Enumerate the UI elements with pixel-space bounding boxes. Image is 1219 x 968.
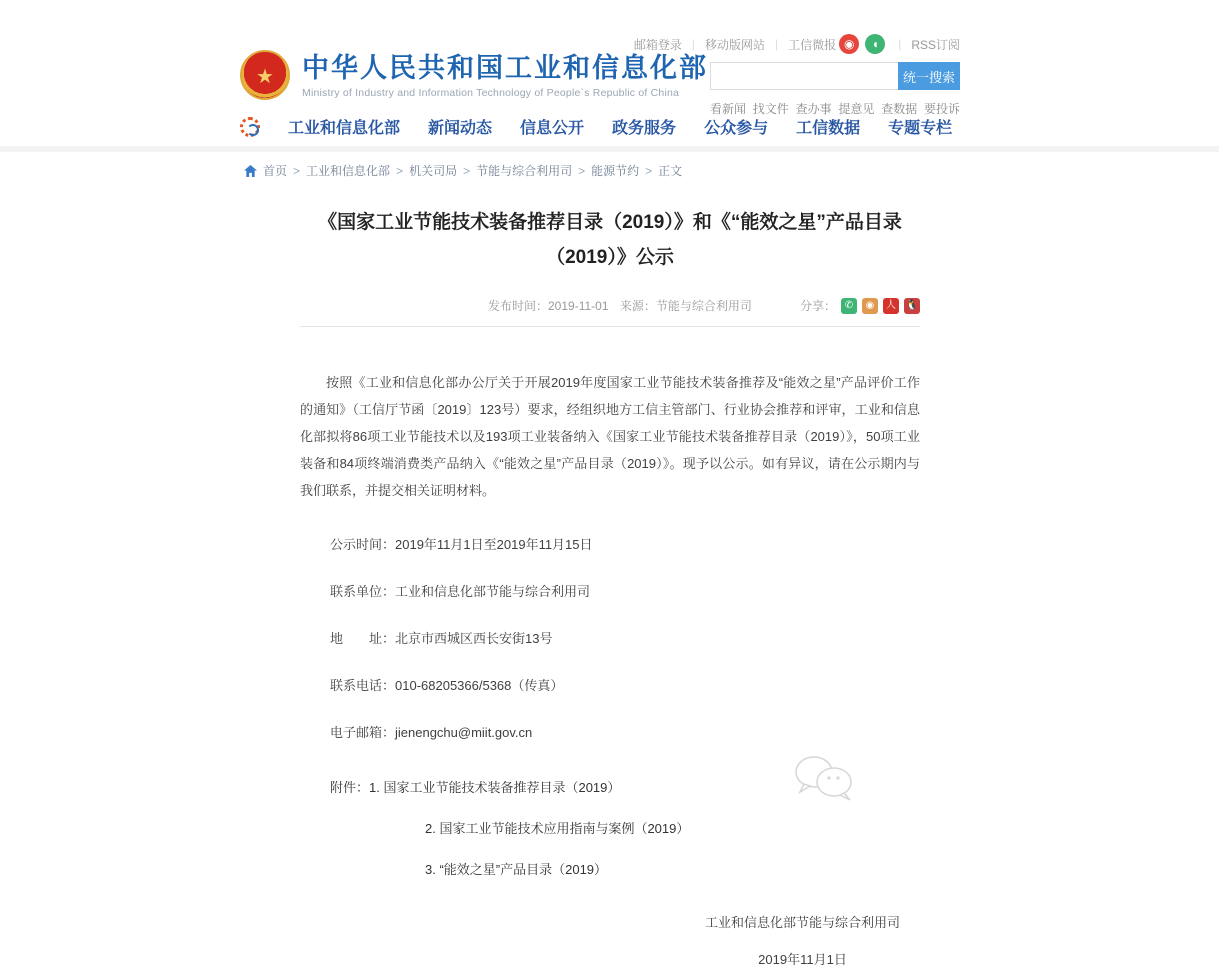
share-box xyxy=(800,297,920,314)
search-input[interactable] xyxy=(710,62,898,90)
divider: | xyxy=(691,37,696,51)
attachment-3[interactable]: 3. “能效之星”产品目录（2019） xyxy=(425,862,608,878)
attachments-label: 附件： xyxy=(330,780,370,796)
article-paragraph: 按照《工业和信息化部办公厅关于开展2019年度国家工业节能技术装备推荐及“能效之星”产品评价工作的通知》（工信厅节函〔2019〕123号）要求，经组织地方工信主管部门、行业协会推荐和评审，工业和信息化部拟将86项工业节能技术以及193项工业装备纳入《国家工业节能技术装备推荐目录（2019）》，50项工业装备和84项终端消费类产品纳入《“能效之星”产品目录（2019）》。现予以公示。如有异议，请在公示期内与我们联系，并提交相关证明材料。 xyxy=(300,375,920,499)
article xyxy=(300,205,920,968)
breadcrumb-miit[interactable]: 工业和信息化部 xyxy=(306,164,391,178)
share-renren-icon[interactable]: 人 xyxy=(883,298,899,314)
contact-phone: 联系电话：010-68205366/5368（传真） xyxy=(330,678,564,694)
site-subtitle: Ministry of Industry and Information Technology of People`s Republic of China xyxy=(302,87,680,100)
divider: | xyxy=(775,37,779,51)
quick-link-data[interactable]: 查数据 xyxy=(881,102,918,116)
breadcrumb xyxy=(244,162,964,179)
mobile-site-link[interactable]: 移动版网站 xyxy=(705,37,766,52)
notice-period: 公示时间：2019年11月1日至2019年11月15日 xyxy=(330,537,593,553)
divider: | xyxy=(898,37,902,51)
nav-item-data[interactable]: 工信数据 xyxy=(796,120,861,137)
share-wechat-icon[interactable]: ✆ xyxy=(841,298,857,314)
attachment-2[interactable]: 2. 国家工业节能技术应用指南与案例（2019） xyxy=(425,821,690,837)
wechat-icon[interactable]: ◖ xyxy=(865,34,885,54)
miit-gear-icon xyxy=(240,117,260,137)
header-divider xyxy=(0,146,1219,152)
breadcrumb-energy-saving[interactable]: 能源节约 xyxy=(591,164,640,178)
breadcrumb-separator: > xyxy=(645,163,653,178)
wechat-weibo-link[interactable]: 工信微报 xyxy=(788,37,837,52)
share-qq-icon[interactable]: 🐧 xyxy=(904,298,920,314)
nav-item-participation[interactable]: 公众参与 xyxy=(704,120,769,137)
contact-email: 电子邮箱：jienengchu@miit.gov.cn xyxy=(330,725,533,741)
site-title: 中华人民共和国工业和信息化部 xyxy=(302,53,708,83)
quick-link-feedback[interactable]: 提意见 xyxy=(838,102,875,116)
breadcrumb-separator: > xyxy=(578,163,586,178)
share-label: 分享： xyxy=(799,299,836,314)
nav-item-news[interactable]: 新闻动态 xyxy=(428,120,493,137)
contact-unit: 联系单位：工业和信息化部节能与综合利用司 xyxy=(330,584,591,600)
breadcrumb-current: 正文 xyxy=(658,164,683,178)
breadcrumb-separator: > xyxy=(463,163,471,178)
breadcrumb-departments[interactable]: 机关司局 xyxy=(409,164,458,178)
quick-link-files[interactable]: 找文件 xyxy=(752,102,789,116)
breadcrumb-separator: > xyxy=(396,163,404,178)
signature-block xyxy=(690,912,915,968)
meta-left xyxy=(488,297,760,314)
quick-link-services[interactable]: 查办事 xyxy=(795,102,832,116)
share-weibo-icon[interactable]: ◉ xyxy=(862,298,878,314)
quick-link-news[interactable]: 看新闻 xyxy=(710,102,747,116)
national-emblem-icon: ★ xyxy=(240,50,290,100)
nav-item-topics[interactable]: 专题专栏 xyxy=(888,120,953,137)
signature-date: 2019年11月1日 xyxy=(758,952,847,968)
nav-item-disclosure[interactable]: 信息公开 xyxy=(520,120,585,137)
contact-address: 地 址：北京市西城区西长安街13号 xyxy=(330,631,553,647)
attachment-1[interactable]: 1. 国家工业节能技术装备推荐目录（2019） xyxy=(369,780,621,796)
weibo-icon[interactable]: ◉ xyxy=(839,34,859,54)
breadcrumb-separator: > xyxy=(293,163,301,178)
rss-link[interactable]: RSS订阅 xyxy=(911,37,960,52)
nav-item-miit[interactable]: 工业和信息化部 xyxy=(288,120,401,137)
nav-item-services[interactable]: 政务服务 xyxy=(612,120,677,137)
article-title: 《国家工业节能技术装备推荐目录（2019）》和《“能效之星”产品目录（2019）》公示 xyxy=(318,212,902,269)
source: 来源：节能与综合利用司 xyxy=(619,299,752,314)
mail-login-link[interactable]: 邮箱登录 xyxy=(633,37,682,52)
breadcrumb-home[interactable]: 首页 xyxy=(263,164,288,178)
main-nav xyxy=(240,115,960,138)
signature-department: 工业和信息化部节能与综合利用司 xyxy=(704,915,900,931)
breadcrumb-energy-dept[interactable]: 节能与综合利用司 xyxy=(476,164,573,178)
brand[interactable] xyxy=(240,50,708,100)
wechat-watermark-icon xyxy=(792,748,858,808)
search-area xyxy=(710,62,960,117)
publish-time: 发布时间：2019-11-01 xyxy=(488,299,609,314)
article-meta xyxy=(300,297,920,314)
meta-divider xyxy=(300,326,920,327)
search-button[interactable]: 统一搜索 xyxy=(898,62,960,90)
brand-text xyxy=(302,50,708,99)
home-icon xyxy=(244,165,257,177)
quick-link-complaint[interactable]: 要投诉 xyxy=(923,102,960,116)
